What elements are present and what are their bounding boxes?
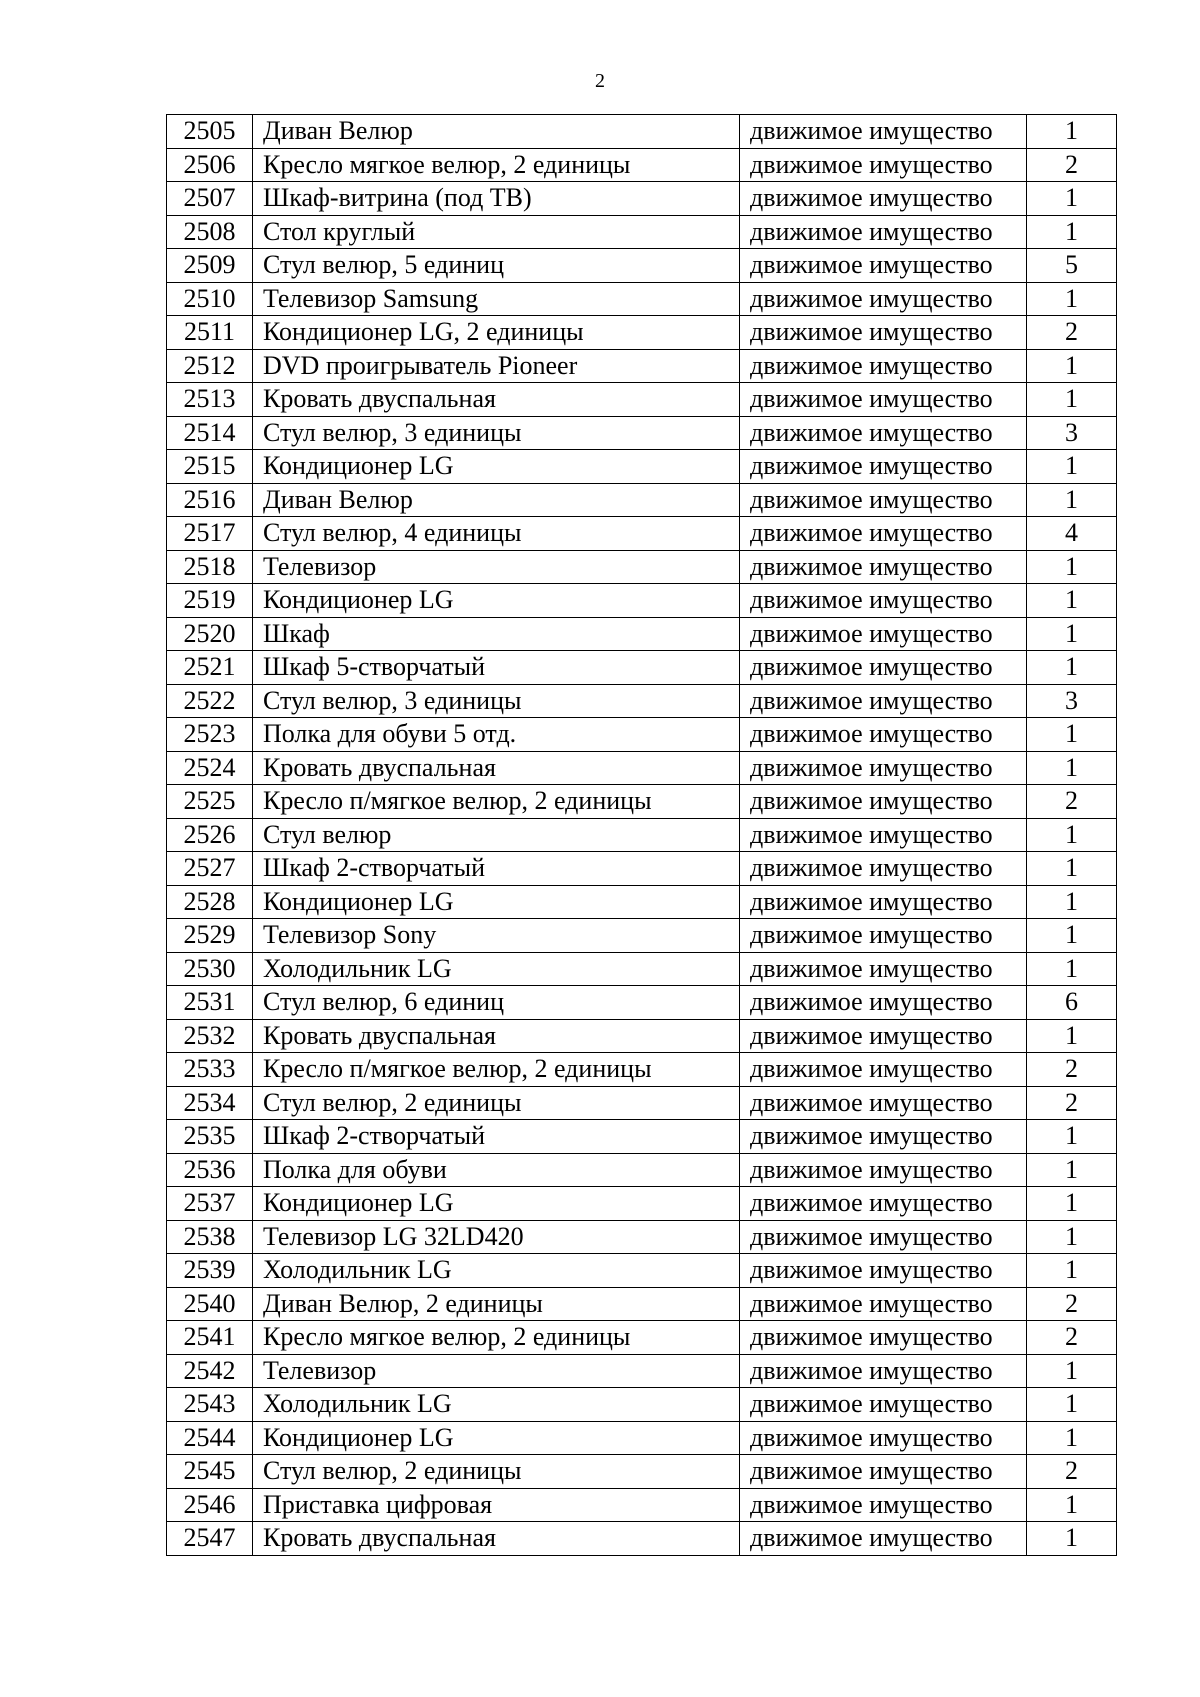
table-row <box>167 349 1117 383</box>
quantity-cell: 1 <box>1027 1522 1117 1556</box>
quantity-cell: 6 <box>1027 986 1117 1020</box>
property-type-cell: движимое имущество <box>740 1053 1027 1087</box>
table-row <box>167 148 1117 182</box>
item-number-cell: 2533 <box>167 1053 253 1087</box>
quantity-cell: 1 <box>1027 282 1117 316</box>
property-type-cell: движимое имущество <box>740 684 1027 718</box>
item-number-cell: 2523 <box>167 718 253 752</box>
table-row <box>167 651 1117 685</box>
item-number-cell: 2508 <box>167 215 253 249</box>
item-number-cell: 2534 <box>167 1086 253 1120</box>
item-number-cell: 2517 <box>167 517 253 551</box>
item-name-cell: Кровать двуспальная <box>253 1019 740 1053</box>
item-number-cell: 2544 <box>167 1421 253 1455</box>
item-name-cell: Телевизор LG 32LD420 <box>253 1220 740 1254</box>
quantity-cell: 1 <box>1027 617 1117 651</box>
item-name-cell: Диван Велюр <box>253 115 740 149</box>
quantity-cell: 1 <box>1027 1354 1117 1388</box>
item-number-cell: 2518 <box>167 550 253 584</box>
item-number-cell: 2509 <box>167 249 253 283</box>
item-name-cell: Приставка цифровая <box>253 1488 740 1522</box>
item-name-cell: Диван Велюр, 2 единицы <box>253 1287 740 1321</box>
item-name-cell: Кондиционер LG <box>253 885 740 919</box>
item-number-cell: 2505 <box>167 115 253 149</box>
quantity-cell: 1 <box>1027 952 1117 986</box>
property-type-cell: движимое имущество <box>740 1321 1027 1355</box>
item-name-cell: Кондиционер LG, 2 единицы <box>253 316 740 350</box>
item-number-cell: 2537 <box>167 1187 253 1221</box>
table-row <box>167 550 1117 584</box>
item-name-cell: Телевизор <box>253 1354 740 1388</box>
quantity-cell: 2 <box>1027 316 1117 350</box>
item-name-cell: Стул велюр, 3 единицы <box>253 684 740 718</box>
table-row <box>167 952 1117 986</box>
item-name-cell: Кондиционер LG <box>253 1421 740 1455</box>
property-type-cell: движимое имущество <box>740 952 1027 986</box>
item-name-cell: Кондиционер LG <box>253 584 740 618</box>
item-name-cell: Телевизор <box>253 550 740 584</box>
item-name-cell: Кондиционер LG <box>253 450 740 484</box>
property-type-cell: движимое имущество <box>740 148 1027 182</box>
item-number-cell: 2536 <box>167 1153 253 1187</box>
item-number-cell: 2532 <box>167 1019 253 1053</box>
item-number-cell: 2527 <box>167 852 253 886</box>
item-name-cell: Кресло мягкое велюр, 2 единицы <box>253 148 740 182</box>
table-row <box>167 483 1117 517</box>
item-number-cell: 2520 <box>167 617 253 651</box>
item-number-cell: 2530 <box>167 952 253 986</box>
page-number: 2 <box>595 70 605 92</box>
property-type-cell: движимое имущество <box>740 785 1027 819</box>
property-type-cell: движимое имущество <box>740 1354 1027 1388</box>
item-name-cell: Кровать двуспальная <box>253 751 740 785</box>
property-type-cell: движимое имущество <box>740 1153 1027 1187</box>
property-type-cell: движимое имущество <box>740 1120 1027 1154</box>
item-number-cell: 2543 <box>167 1388 253 1422</box>
table-row <box>167 751 1117 785</box>
property-type-cell: движимое имущество <box>740 1455 1027 1489</box>
table-row <box>167 215 1117 249</box>
item-number-cell: 2506 <box>167 148 253 182</box>
quantity-cell: 2 <box>1027 148 1117 182</box>
item-number-cell: 2519 <box>167 584 253 618</box>
item-number-cell: 2511 <box>167 316 253 350</box>
item-name-cell: Шкаф 5-створчатый <box>253 651 740 685</box>
table-row <box>167 617 1117 651</box>
quantity-cell: 1 <box>1027 182 1117 216</box>
item-number-cell: 2516 <box>167 483 253 517</box>
quantity-cell: 2 <box>1027 1086 1117 1120</box>
table-row <box>167 818 1117 852</box>
item-name-cell: Кондиционер LG <box>253 1187 740 1221</box>
item-number-cell: 2528 <box>167 885 253 919</box>
item-number-cell: 2539 <box>167 1254 253 1288</box>
property-type-cell: движимое имущество <box>740 1287 1027 1321</box>
item-number-cell: 2531 <box>167 986 253 1020</box>
item-name-cell: Стул велюр, 5 единиц <box>253 249 740 283</box>
quantity-cell: 1 <box>1027 919 1117 953</box>
item-name-cell: Холодильник LG <box>253 1254 740 1288</box>
item-name-cell: DVD проигрыватель Pioneer <box>253 349 740 383</box>
quantity-cell: 1 <box>1027 885 1117 919</box>
property-type-cell: движимое имущество <box>740 115 1027 149</box>
table-row <box>167 517 1117 551</box>
item-number-cell: 2525 <box>167 785 253 819</box>
property-type-cell: движимое имущество <box>740 1488 1027 1522</box>
quantity-cell: 1 <box>1027 1388 1117 1422</box>
quantity-cell: 4 <box>1027 517 1117 551</box>
quantity-cell: 1 <box>1027 751 1117 785</box>
quantity-cell: 1 <box>1027 818 1117 852</box>
property-type-cell: движимое имущество <box>740 651 1027 685</box>
property-type-cell: движимое имущество <box>740 1388 1027 1422</box>
property-type-cell: движимое имущество <box>740 550 1027 584</box>
table-row <box>167 115 1117 149</box>
table-row <box>167 852 1117 886</box>
table-row <box>167 1287 1117 1321</box>
quantity-cell: 1 <box>1027 115 1117 149</box>
item-number-cell: 2545 <box>167 1455 253 1489</box>
table-row <box>167 1019 1117 1053</box>
item-number-cell: 2526 <box>167 818 253 852</box>
table-row <box>167 986 1117 1020</box>
item-name-cell: Стул велюр, 3 единицы <box>253 416 740 450</box>
quantity-cell: 2 <box>1027 1287 1117 1321</box>
item-name-cell: Шкаф 2-створчатый <box>253 852 740 886</box>
item-name-cell: Кровать двуспальная <box>253 383 740 417</box>
property-type-cell: движимое имущество <box>740 919 1027 953</box>
item-name-cell: Стул велюр, 2 единицы <box>253 1086 740 1120</box>
quantity-cell: 1 <box>1027 550 1117 584</box>
quantity-cell: 1 <box>1027 1120 1117 1154</box>
quantity-cell: 1 <box>1027 483 1117 517</box>
table-row <box>167 718 1117 752</box>
property-type-cell: движимое имущество <box>740 986 1027 1020</box>
property-type-cell: движимое имущество <box>740 249 1027 283</box>
property-type-cell: движимое имущество <box>740 517 1027 551</box>
item-name-cell: Шкаф <box>253 617 740 651</box>
property-type-cell: движимое имущество <box>740 617 1027 651</box>
property-type-cell: движимое имущество <box>740 215 1027 249</box>
table-row <box>167 1321 1117 1355</box>
table-row <box>167 1220 1117 1254</box>
item-name-cell: Холодильник LG <box>253 952 740 986</box>
quantity-cell: 1 <box>1027 651 1117 685</box>
item-number-cell: 2541 <box>167 1321 253 1355</box>
quantity-cell: 1 <box>1027 215 1117 249</box>
property-type-cell: движимое имущество <box>740 1522 1027 1556</box>
table-row <box>167 1153 1117 1187</box>
table-row <box>167 1488 1117 1522</box>
item-number-cell: 2522 <box>167 684 253 718</box>
inventory-table-body <box>167 115 1117 1556</box>
table-row <box>167 1254 1117 1288</box>
item-number-cell: 2529 <box>167 919 253 953</box>
item-name-cell: Холодильник LG <box>253 1388 740 1422</box>
quantity-cell: 1 <box>1027 1153 1117 1187</box>
quantity-cell: 3 <box>1027 416 1117 450</box>
item-name-cell: Кровать двуспальная <box>253 1522 740 1556</box>
property-type-cell: движимое имущество <box>740 818 1027 852</box>
inventory-table <box>166 114 1117 1556</box>
quantity-cell: 1 <box>1027 1220 1117 1254</box>
property-type-cell: движимое имущество <box>740 718 1027 752</box>
quantity-cell: 1 <box>1027 450 1117 484</box>
item-number-cell: 2535 <box>167 1120 253 1154</box>
property-type-cell: движимое имущество <box>740 182 1027 216</box>
table-row <box>167 383 1117 417</box>
item-name-cell: Кресло п/мягкое велюр, 2 единицы <box>253 1053 740 1087</box>
property-type-cell: движимое имущество <box>740 584 1027 618</box>
quantity-cell: 1 <box>1027 718 1117 752</box>
table-row <box>167 416 1117 450</box>
property-type-cell: движимое имущество <box>740 483 1027 517</box>
table-row <box>167 1421 1117 1455</box>
table-row <box>167 182 1117 216</box>
item-number-cell: 2542 <box>167 1354 253 1388</box>
quantity-cell: 3 <box>1027 684 1117 718</box>
table-row <box>167 282 1117 316</box>
quantity-cell: 1 <box>1027 584 1117 618</box>
table-row <box>167 785 1117 819</box>
quantity-cell: 1 <box>1027 1187 1117 1221</box>
quantity-cell: 1 <box>1027 1019 1117 1053</box>
item-name-cell: Стул велюр <box>253 818 740 852</box>
item-number-cell: 2547 <box>167 1522 253 1556</box>
property-type-cell: движимое имущество <box>740 316 1027 350</box>
table-row <box>167 584 1117 618</box>
table-row <box>167 885 1117 919</box>
quantity-cell: 5 <box>1027 249 1117 283</box>
item-name-cell: Стул велюр, 4 единицы <box>253 517 740 551</box>
table-row <box>167 316 1117 350</box>
quantity-cell: 1 <box>1027 852 1117 886</box>
item-name-cell: Кресло мягкое велюр, 2 единицы <box>253 1321 740 1355</box>
table-row <box>167 1086 1117 1120</box>
item-number-cell: 2514 <box>167 416 253 450</box>
item-name-cell: Кресло п/мягкое велюр, 2 единицы <box>253 785 740 819</box>
table-row <box>167 1053 1117 1087</box>
item-number-cell: 2510 <box>167 282 253 316</box>
table-row <box>167 1388 1117 1422</box>
property-type-cell: движимое имущество <box>740 1019 1027 1053</box>
table-row <box>167 1522 1117 1556</box>
table-row <box>167 1455 1117 1489</box>
property-type-cell: движимое имущество <box>740 1187 1027 1221</box>
property-type-cell: движимое имущество <box>740 1254 1027 1288</box>
property-type-cell: движимое имущество <box>740 1421 1027 1455</box>
property-type-cell: движимое имущество <box>740 416 1027 450</box>
quantity-cell: 1 <box>1027 1488 1117 1522</box>
item-number-cell: 2538 <box>167 1220 253 1254</box>
quantity-cell: 1 <box>1027 1421 1117 1455</box>
property-type-cell: движимое имущество <box>740 852 1027 886</box>
property-type-cell: движимое имущество <box>740 383 1027 417</box>
quantity-cell: 1 <box>1027 1254 1117 1288</box>
table-row <box>167 450 1117 484</box>
quantity-cell: 2 <box>1027 785 1117 819</box>
item-name-cell: Полка для обуви 5 отд. <box>253 718 740 752</box>
item-number-cell: 2546 <box>167 1488 253 1522</box>
item-name-cell: Стол круглый <box>253 215 740 249</box>
item-name-cell: Шкаф 2-створчатый <box>253 1120 740 1154</box>
quantity-cell: 1 <box>1027 349 1117 383</box>
item-number-cell: 2524 <box>167 751 253 785</box>
table-row <box>167 919 1117 953</box>
table-row <box>167 1120 1117 1154</box>
item-name-cell: Стул велюр, 6 единиц <box>253 986 740 1020</box>
table-row <box>167 1354 1117 1388</box>
property-type-cell: движимое имущество <box>740 751 1027 785</box>
item-number-cell: 2540 <box>167 1287 253 1321</box>
item-number-cell: 2513 <box>167 383 253 417</box>
item-number-cell: 2521 <box>167 651 253 685</box>
property-type-cell: движимое имущество <box>740 1086 1027 1120</box>
table-row <box>167 684 1117 718</box>
item-number-cell: 2507 <box>167 182 253 216</box>
item-name-cell: Диван Велюр <box>253 483 740 517</box>
table-row <box>167 249 1117 283</box>
item-number-cell: 2515 <box>167 450 253 484</box>
property-type-cell: движимое имущество <box>740 1220 1027 1254</box>
item-name-cell: Шкаф-витрина (под ТВ) <box>253 182 740 216</box>
quantity-cell: 2 <box>1027 1321 1117 1355</box>
item-name-cell: Телевизор Sony <box>253 919 740 953</box>
property-type-cell: движимое имущество <box>740 349 1027 383</box>
quantity-cell: 1 <box>1027 383 1117 417</box>
property-type-cell: движимое имущество <box>740 885 1027 919</box>
item-name-cell: Полка для обуви <box>253 1153 740 1187</box>
quantity-cell: 2 <box>1027 1053 1117 1087</box>
property-type-cell: движимое имущество <box>740 450 1027 484</box>
item-name-cell: Стул велюр, 2 единицы <box>253 1455 740 1489</box>
quantity-cell: 2 <box>1027 1455 1117 1489</box>
item-number-cell: 2512 <box>167 349 253 383</box>
property-type-cell: движимое имущество <box>740 282 1027 316</box>
item-name-cell: Телевизор Samsung <box>253 282 740 316</box>
table-row <box>167 1187 1117 1221</box>
